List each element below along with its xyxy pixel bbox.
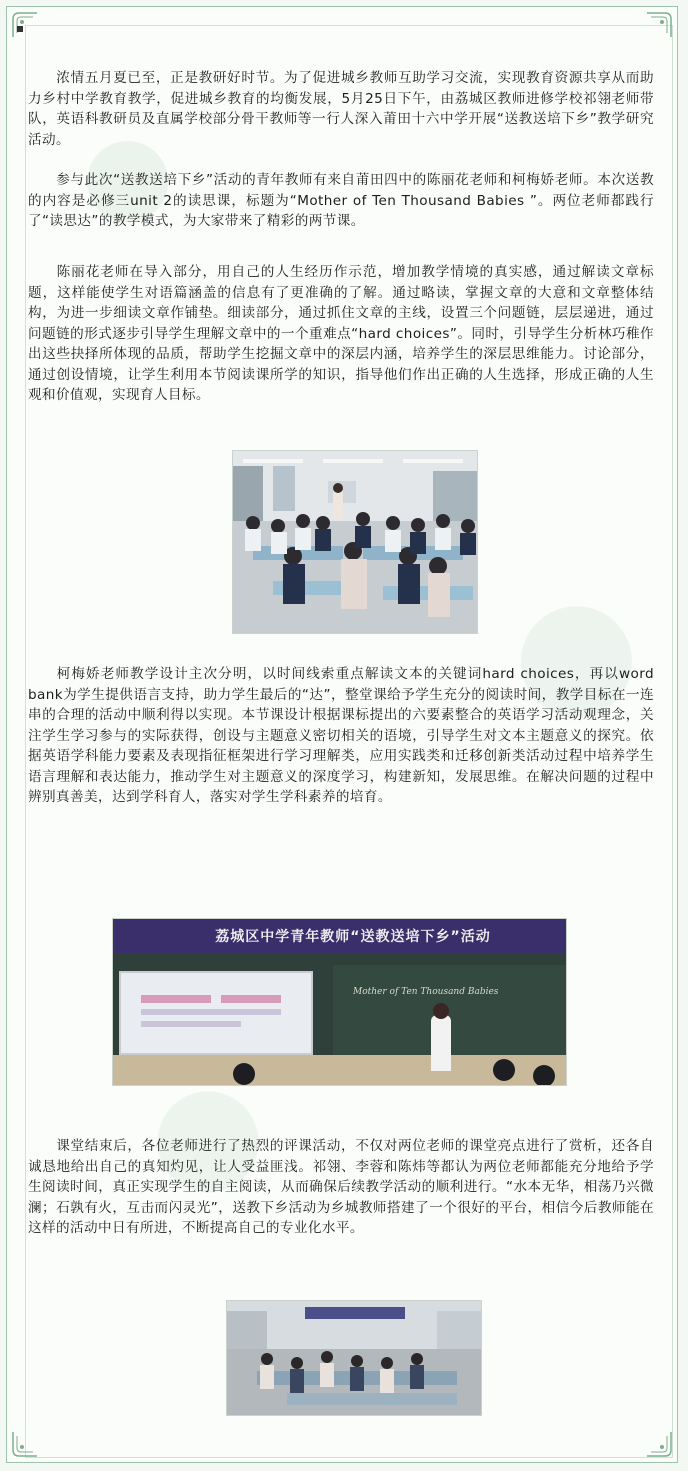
paragraph-ke	[28, 664, 654, 808]
paragraph-review	[28, 1136, 654, 1239]
paragraph-intro-text: 浓情五月夏已至，正是教研好时节。为了促进城乡教师互助学习交流，实现教育资源共享从而助力乡村中学教育教学，促进城乡教育的均衡发展，5月25日下午，由荔城区教师进修学校祁翎老师带队，英语科教研员及直属学校部分骨干教师等一行人深入莆田十六中学开展“送教送培下乡”教学研究活动。	[28, 70, 654, 148]
classroom-photo-1	[232, 450, 478, 634]
banner-text: 荔城区中学青年教师“送教送培下乡”活动	[215, 929, 491, 945]
paragraph-intro	[28, 68, 654, 150]
corner-mark	[17, 26, 23, 32]
projector-screen	[119, 971, 313, 1055]
blackboard-text: Mother of Ten Thousand Babies	[353, 987, 499, 997]
paragraph-chen	[28, 262, 654, 406]
paragraph-teachers	[28, 170, 654, 232]
meeting-photo	[226, 1300, 482, 1416]
teacher-figure	[431, 1015, 451, 1071]
corner-ornament-icon	[11, 1430, 39, 1458]
paragraph-review-text: 课堂结束后，各位老师进行了热烈的评课活动，不仅对两位老师的课堂亮点进行了赏析，还各自诚恳地给出自己的真知灼见，让人受益匪浅。祁翎、李蓉和陈炜等都认为两位老师都能充分地给予学生阅读时间，真正实现学生的自主阅读，从而确保后续教学活动的顺利进行。“水本无华，相荡乃兴微澜；石孰有火，互击而闪灵光”，送教下乡活动为乡城教师搭建了一个很好的平台，相信今后教师能在这样的活动中日有所进，不断提高自己的专业化水平。	[28, 1138, 654, 1236]
corner-ornament-icon	[645, 11, 673, 39]
paragraph-ke-text: 柯梅娇老师教学设计主次分明，以时间线索重点解读文本的关键词hard choices，再以word bank为学生提供语言支持，助力学生最后的“达”，整堂课给予学生充分的阅读时间，教学目标在一连串的合理的活动中顺利得以实现。本节课设计根据课标提出的六要素整合的英语学习活动观理念，关注学生学习参与的实际获得，创设与主题意义密切相关的语境，引导学生对文本主题意义的探究。依据英语学科能力要素及表现指征框架进行学习理解类，应用实践类和迁移创新类活动过程中培养学生语言理解和表达能力，推动学生对主题意义的深度学习，构建新知，发展思维。在解决问题的过程中辨别真善美，达到学科育人，落实对学生学科素养的培育。	[28, 666, 654, 805]
corner-ornament-icon	[645, 1430, 673, 1458]
paragraph-chen-text: 陈丽花老师在导入部分，用自己的人生经历作示范，增加教学情境的真实感，通过解读文章标题，这样能使学生对语篇涵盖的信息有了更准确的了解。通过略读，掌握文章的大意和文章整体结构，为进一步细读文章作铺垫。细读部分，通过抓住文章的主线，设置三个问题链，层层递进，通过问题链的形式逐步引导学生理解文章中的一个重难点“hard choices”。同时，引导学生分析林巧稚作出这些抉择所体现的品质，帮助学生挖掘文章中的深层内涵，培养学生的深层思维能力。讨论部分，通过创设情境，让学生利用本节阅读课所学的知识，指导他们作出正确的人生选择，形成正确的人生观和价值观，实现育人目标。	[28, 264, 654, 403]
paragraph-teachers-text: 参与此次“送教送培下乡”活动的青年教师有来自莆田四中的陈丽花老师和柯梅娇老师。本次送教的内容是必修三unit 2的读思课，标题为“Mother of Ten Thousand Babies ”。两位老师都践行了“读思达”的教学模式，为大家带来了精彩的两节课。	[28, 172, 654, 229]
corner-ornament-icon	[11, 11, 39, 39]
classroom-photo-2	[112, 918, 567, 1086]
